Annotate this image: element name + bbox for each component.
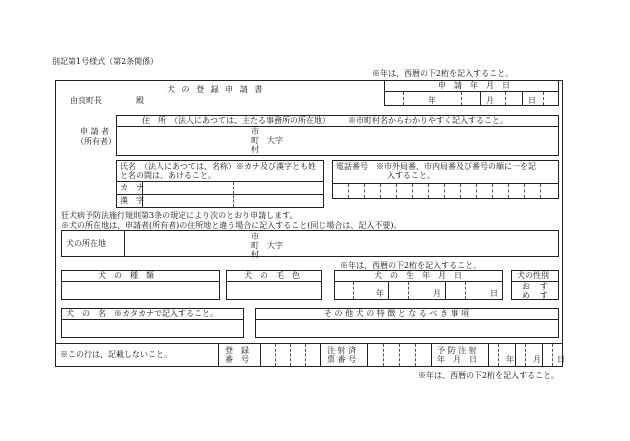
vacc-year: 年 [506, 355, 514, 364]
kanji-label: 漢 字 [120, 196, 144, 205]
name-label-note: と名の間は、あけること。 [120, 171, 216, 180]
male-char-1: お [522, 282, 530, 291]
injection-no-label: 注 射 済 [327, 346, 357, 355]
kana-label: カ ナ [120, 183, 144, 192]
dog-name-label: 犬 の 名 ※カタカナで記入すること。 [66, 309, 218, 318]
female-char-2: す [540, 291, 548, 300]
year-note-mid: ※年は、西暦の下2桁を記入すること。 [340, 261, 482, 270]
phone-label: 電話番号 ※市外局番、市内局番及び番号の順に一を記 [336, 162, 536, 171]
dog-location-city: 市 [251, 232, 259, 241]
form-title: 犬 の 登 録 申 請 書 [167, 85, 265, 94]
dog-location-field[interactable] [61, 230, 559, 257]
location-note: ※犬の所在地は、申請者(所有者)の住所地と違う場合に記入すること(同じ場合は、記入不要)。 [61, 221, 402, 230]
vaccination-label-2: 年 月 日 [437, 355, 477, 364]
office-use-note: ※この行は、記載しないこと。 [60, 350, 172, 359]
address-label: 住 所 （法人にあつては、主たる事務所の所在地） [142, 116, 330, 125]
application-date-label: 申 請 年 月 日 [438, 81, 510, 90]
form-id: 別記第1号様式（第2条関係） [52, 57, 159, 66]
birth-year: 年 [376, 289, 384, 298]
dog-color-label: 犬 の 毛 色 [244, 271, 300, 280]
female-char-1: め [522, 291, 530, 300]
date-month: 月 [486, 96, 494, 105]
phone-label-note: 入すること。 [387, 171, 435, 180]
dog-birth-label: 犬 の 生 年 月 日 [374, 271, 462, 280]
vacc-day: 日 [557, 355, 565, 364]
dog-location-label: 犬の所在地 [66, 239, 106, 248]
birth-day: 日 [490, 289, 498, 298]
year-note-top: ※年は、西暦の下2桁を記入すること。 [372, 69, 514, 78]
date-day: 日 [528, 96, 536, 105]
address-town: 町 大字 [251, 136, 283, 145]
applicant-label: 申 請 者 [80, 127, 110, 136]
address-city: 市 [251, 127, 259, 136]
addressee: 由良町長 [70, 96, 102, 105]
address-note: ※市町村名からわかりやすく記入すること。 [348, 116, 508, 125]
owner-label: （所有者） [76, 137, 116, 146]
name-label: 氏名 （法人にあつては、名称）※カナ及び漢字とも姓 [120, 162, 316, 171]
dog-breed-label: 犬 の 種 類 [98, 271, 154, 280]
registration-no-label: 登 録 [225, 346, 249, 355]
vacc-month: 月 [533, 355, 541, 364]
dog-location-town: 町 大字 [251, 241, 283, 250]
vaccination-label: 予 防 注 射 [437, 346, 477, 355]
year-note-bottom: ※年は、西暦の下2桁を記入すること。 [418, 371, 560, 380]
date-year: 年 [428, 96, 436, 105]
birth-month: 月 [433, 289, 441, 298]
address-village: 村 [251, 145, 259, 154]
statement: 狂犬病予防法施行規則第3条の規定により次のとおり申請します。 [61, 211, 298, 220]
male-char-2: す [540, 282, 548, 291]
dog-location-village: 村 [251, 250, 259, 259]
dog-features-label: そ の 他 犬 の 特 徴 と な る べ き 事 項 [324, 309, 470, 318]
injection-no-label-2: 票 番 号 [327, 355, 357, 364]
honorific: 殿 [136, 96, 144, 105]
dog-sex-label: 犬の性別 [517, 271, 549, 280]
registration-no-label-2: 番 号 [225, 355, 249, 364]
